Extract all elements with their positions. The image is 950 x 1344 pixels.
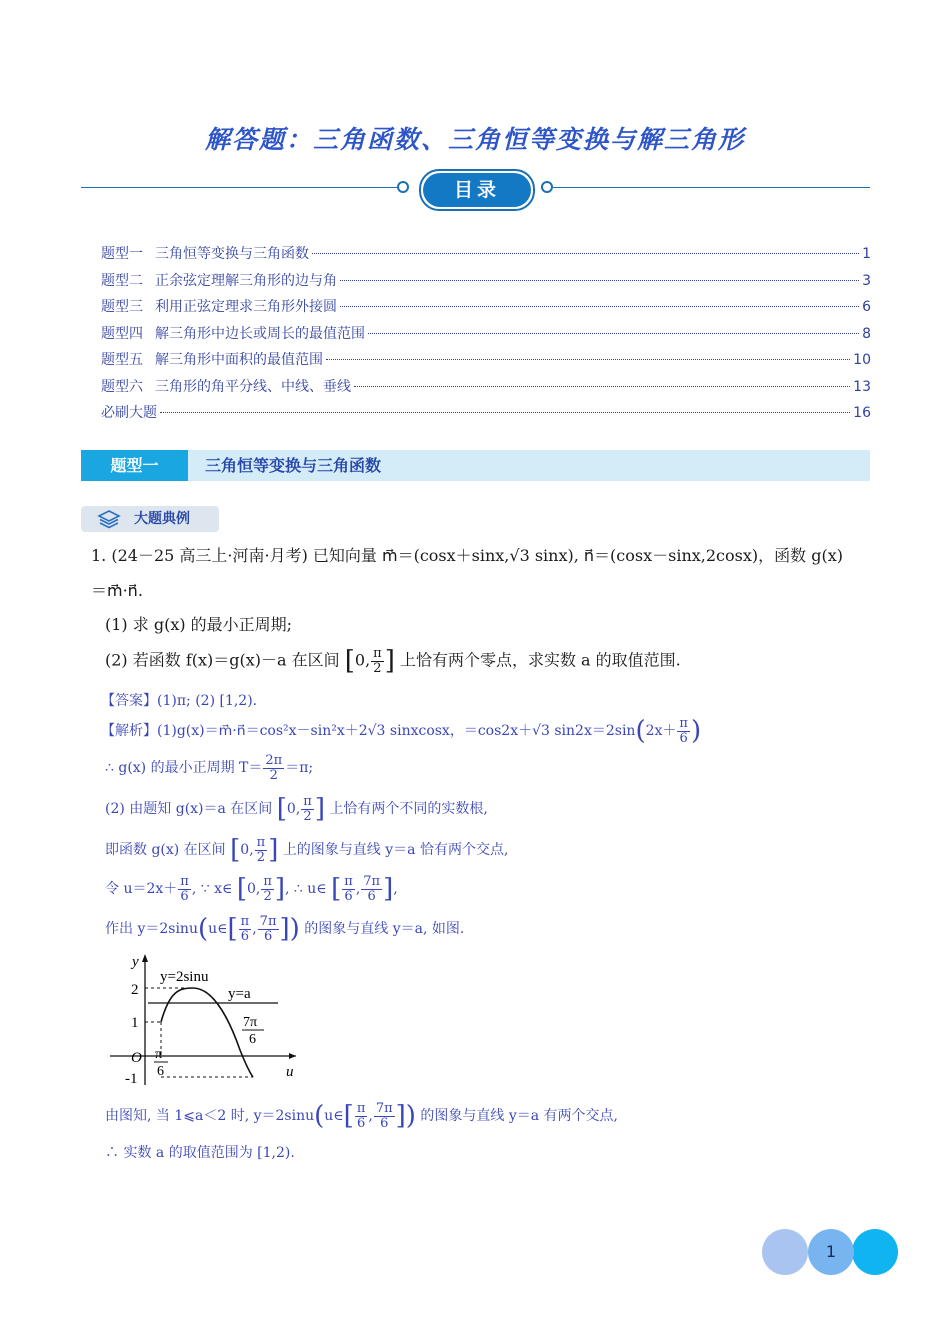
toc-item[interactable]: 题型三 利用正弦定理求三角形外接圆 6 — [101, 299, 871, 315]
section-name: 三角恒等变换与三角函数 — [205, 456, 382, 475]
answer: 【答案】(1)π; (2) [1,2). — [101, 693, 258, 709]
tick-2: 2 — [131, 982, 139, 998]
section-tag: 题型一 — [81, 450, 188, 481]
solution-line-6: 由图知, 当 1⩽a＜2 时, y＝2sinu(u∈[ $\frac{\pi}{6}$ , $\frac{7\pi}{6}$ ]) 的图象与直线 y＝a 有两个交点, — [105, 1100, 619, 1131]
solution-line-3: 即函数 g(x) 在区间 [0, $\frac{\pi}{2}$ ] 上的图象与直线 y＝a 恰有两个交点, — [105, 834, 509, 865]
tick-7pi-6-den: 6 — [249, 1032, 256, 1047]
tick-pi-6-num: π — [155, 1047, 163, 1062]
tick-minus-1: -1 — [125, 1071, 138, 1087]
tick-7pi-6-num: 7π — [243, 1015, 258, 1030]
question-part-2: (2) 若函数 f(x)＝g(x)－a 在区间 [0, $\frac{\pi}{2}$ ] 上恰有两个零点，求实数 a 的取值范围. — [105, 645, 681, 676]
toc-divider-right — [553, 187, 870, 188]
page-circle-right — [852, 1229, 898, 1275]
sine-graph — [98, 950, 308, 1090]
y-axis-arrow — [142, 954, 148, 962]
question-part-1: (1) 求 g(x) 的最小正周期; — [105, 615, 293, 634]
analysis-line: 【解析】(1)g(x)＝m⃗·n⃗＝cos²x－sin²x＋2√3 sinxcosx，＝cos2x＋√3 sin2x＝2sin(2x＋ $\frac{\pi}{6}$ ) — [101, 715, 702, 746]
toc-item[interactable]: 必刷大题 16 — [101, 405, 871, 421]
line-label: y=a — [228, 986, 251, 1002]
toc-item[interactable]: 题型五 解三角形中面积的最值范围 10 — [101, 352, 871, 368]
toc-divider-dot-right — [541, 181, 553, 193]
example-label: 大题典例 — [134, 511, 190, 527]
solution-line-4: 令 u＝2x＋ $\frac{\pi}{6}$ , ∵ x∈ [0, $\frac{\pi}{2}$ ], ∴ u∈ [ $\frac{\pi}{6}$ , $\frac{7\pi}{6}$ ], — [105, 873, 398, 904]
toc-divider-dot-left — [397, 181, 409, 193]
page-number: 1 — [808, 1229, 854, 1275]
tick-1: 1 — [131, 1015, 139, 1031]
solution-line-5: 作出 y＝2sinu(u∈[ $\frac{\pi}{6}$ , $\frac{7\pi}{6}$ ]) 的图象与直线 y＝a, 如图. — [105, 913, 465, 944]
page-circle-left — [762, 1229, 808, 1275]
table-of-contents — [101, 243, 871, 429]
period-line: ∴ g(x) 的最小正周期 T＝ $\frac{2\pi}{2}$ ＝π; — [105, 753, 314, 783]
x-axis-arrow — [289, 1053, 296, 1059]
tick-pi-6-den: 6 — [157, 1064, 164, 1079]
x-axis-label: u — [286, 1064, 294, 1080]
toc-item[interactable]: 题型一 三角恒等变换与三角函数 1 — [101, 246, 871, 262]
question-line-1: 1. (24－25 高三上·河南·月考) 已知向量 m⃗＝(cosx＋sinx,√3 sinx), n⃗＝(cosx－sinx,2cosx)，函数 g(x) — [91, 546, 843, 565]
y-axis-label: y — [132, 954, 139, 970]
origin-label: O — [131, 1050, 142, 1066]
toc-item[interactable]: 题型六 三角形的角平分线、中线、垂线 13 — [101, 378, 871, 395]
page-title: 解答题：三角函数、三角恒等变换与解三角形 — [204, 125, 745, 154]
solution-part-2: (2) 由题知 g(x)＝a 在区间 [0, $\frac{\pi}{2}$ ] 上恰有两个不同的实数根, — [105, 793, 488, 824]
conclusion: ∴ 实数 a 的取值范围为 [1,2). — [105, 1145, 295, 1161]
toc-item[interactable]: 题型二 正余弦定理解三角形的边与角 3 — [101, 272, 871, 289]
section-bar — [81, 450, 870, 481]
toc-item[interactable]: 题型四 解三角形中边长或周长的最值范围 8 — [101, 325, 871, 342]
toc-title: 目录 — [423, 173, 531, 207]
curve-label: y=2sinu — [160, 969, 209, 985]
toc-divider-left — [81, 187, 398, 188]
layers-icon — [97, 509, 121, 529]
question-line-2: ＝m⃗·n⃗. — [91, 581, 143, 600]
